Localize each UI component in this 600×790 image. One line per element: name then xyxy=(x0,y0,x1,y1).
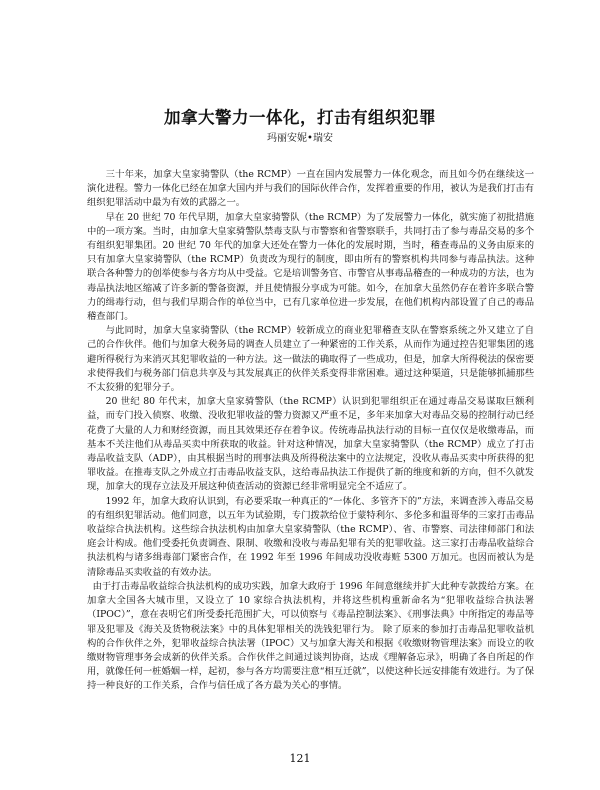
paragraph: 早在 20 世纪 70 年代早期，加拿大皇家骑警队（the RCMP）为了发展警力一体化，就实施了初批措施中的一项方案。当时，由加拿大皇家骑警队禁毒支队与市警察和省警察联手，共同打击了参与毒品交易的多个有组织犯罪集团。20 世纪 70 年代的加拿大还处在警力一体化的发展时期，当时，稽查毒品的义务由原来的只有加拿大皇家骑警队（the RCMP）负责改为现行的制度，即由所有的警察机构共同参与毒品执法。这种联合各种警力的创举使参与各方均从中受益。它是培训警务官、市警官从事毒品稽查的一种成功的方法，也为毒品执法地区缩减了许多新的警备资源，并且使情报分享成为可能。如今，在加拿大虽然仍存在着许多联合警力的缉毒行动，但与我们早期合作的单位当中，已有几家单位进一步发展，在他们机构内部设置了自己的毒品稽查部门。 xyxy=(87,211,534,323)
paragraph: 1992 年，加拿大政府认识到，有必要采取一种真正的“一体化、多管齐下的”方法，来调查涉入毒品交易的有组织犯罪活动。他们同意，以五年为试验期，专门拨款给位于蒙特利尔、多伦多和温哥华的三家打击毒品收益综合执法机构。这些综合执法机构由加拿大皇家骑警队（the RCMP）、省、市警察、司法律师部门和法庭会计构成。他们受委托负责调查、限制、收缴和没收与毒品犯罪有关的犯罪收益。这三家打击毒品收益综合执法机构与诸多缉毒部门紧密合作，在 1992 年至 1996 年间成功没收毒赃 5300 万加元。也因而被认为是清除毒品买卖收益的有效办法。 xyxy=(87,495,534,578)
page-number: 121 xyxy=(289,752,311,765)
article-body xyxy=(87,168,534,694)
paragraph: 与此同时，加拿大皇家骑警队（the RCMP）较新成立的商业犯罪稽查支队在警察系统之外又建立了自己的合作伙伴。他们与加拿大税务局的调查人员建立了一种紧密的工作关系，从而作为通过控告犯罪集团的逃避所得税行为来消灭其犯罪收益的一种方法。这一做法的确取得了一些成功，但是，加拿大所得税法的保密要求使得我们与税务部门信息共享及与其发展真正的伙伴关系变得非常困难。通过这种渠道，只是能够抓捕那些不太狡猾的犯罪分子。 xyxy=(87,325,534,394)
paragraph: 20 世纪 80 年代末，加拿大皇家骑警队（the RCMP）认识到犯罪组织正在通过毒品交易谋取巨额利益，而专门投入侦察、收缴、没收犯罪收益的警力资源又严重不足，多年来加拿大对毒品交易的控制行动已经花费了大量的人力和财经资源，而且其效果还存在着争议。传统毒品执法行动的目标一直仅仅是收缴毒品，而基本不关注他们从毒品买卖中所获取的收益。针对这种情况，加拿大皇家骑警队（the RCMP）成立了打击毒品收益支队（ADP），由其根据当时的刑事法典及所得税法案中的立法规定，没收从毒品买卖中所获得的犯罪收益。在推毒支队之外成立打击毒品收益支队，这给毒品执法工作提供了新的维度和新的方向，但不久就发现，加拿大的现存立法及开展这种侦查活动的资源已经非常明显完全不适应了。 xyxy=(87,396,534,493)
article-title: 加拿大警力一体化，打击有组织犯罪 xyxy=(164,108,436,127)
paragraph: 由于打击毒品收益综合执法机构的成功实践，加拿大政府于 1996 年间意继续并扩大此种专款拨给方案。在加拿大全国各大城市里，又设立了 10 家综合执法机构，并将这些机构重新命名为“犯罪收益综合执法署（IPOC）”，意在表明它们所受委托范围扩大，可以侦察与《毒品控制法案》、《刑事法典》中所指定的毒品等罪及犯罪及《海关及货物税法案》中的具体犯罪相关的洗钱犯罪行为。 除了原来的参加打击毒品犯罪收益机构的合作伙伴之外，犯罪收益综合执法署（IPOC）又与加拿大海关和根据《收缴财物管理法案》而设立的收缴财物管理事务会成新的伙伴关系。合作伙伴之间通过谈判协商，达成《理解备忘录》，明确了各自所起的作用，就像任何一桩婚姻一样，起初，参与各方均需要注意“相互迁就”，以使这种长远安排能有效进行。为了保持一种良好的工作关系，合作与信任成了各方最为关心的事情。 xyxy=(87,580,534,692)
paragraph: 三十年来，加拿大皇家骑警队（the RCMP）一直在国内发展警力一体化观念，而且如今仍在继续这一演化进程。警力一体化已经在加拿大国内并与我们的国际伙伴合作，发挥着重要的作用，被认为是我们打击有组织犯罪活动中最为有效的武器之一。 xyxy=(87,169,534,209)
article-author: 玛丽安妮•瑞安 xyxy=(267,133,333,144)
